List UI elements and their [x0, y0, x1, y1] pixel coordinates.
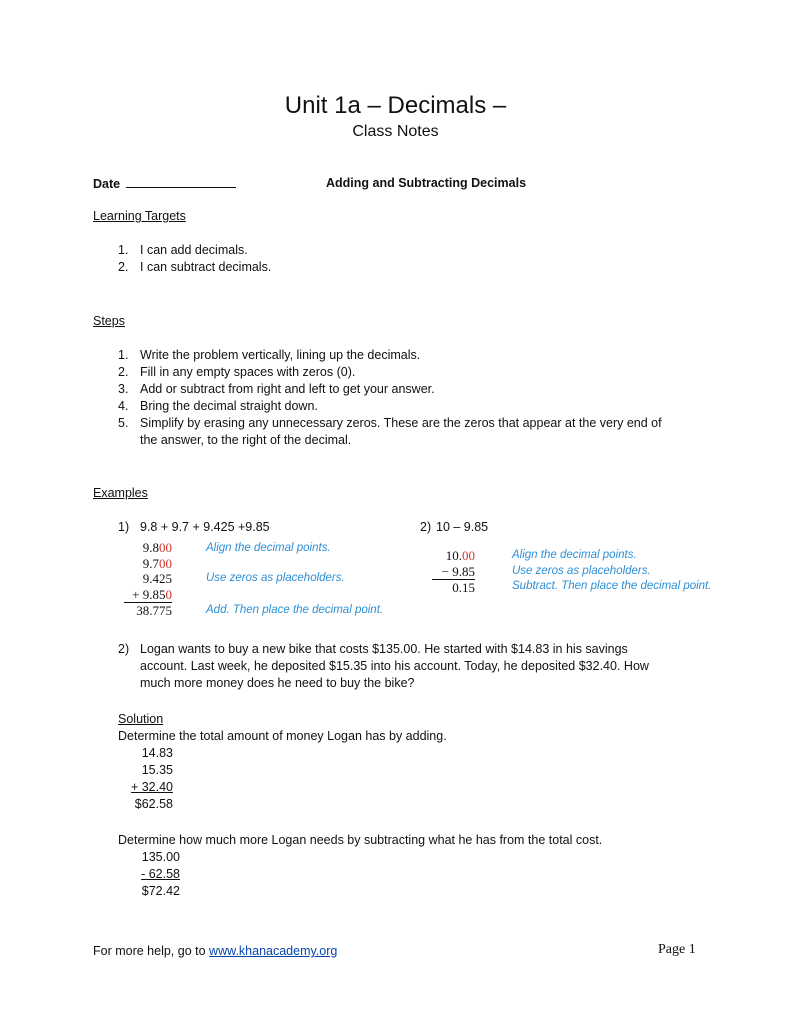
work-answer: 38.775 [136, 603, 172, 618]
steps-heading: Steps [93, 314, 125, 328]
work-line: 9.425 [142, 571, 172, 586]
learning-targets-list [118, 242, 271, 276]
example-1-label: 1) [118, 520, 130, 534]
list-item: 2. Fill in any empty spaces with zeros (0). [118, 365, 356, 379]
solution-step-1: Determine the total amount of money Logan has by adding. [118, 729, 447, 743]
list-item: 1. I can add decimals. [118, 243, 248, 257]
work-line: 14.83 [141, 746, 173, 760]
list-item: 4. Bring the decimal straight down. [118, 399, 318, 413]
examples-heading: Examples [93, 486, 148, 500]
list-item: 1. Write the problem vertically, lining up the decimals. [118, 348, 421, 362]
example-1-note: Add. Then place the decimal point. [206, 604, 384, 616]
work-line: 9.800 [142, 540, 172, 555]
word-problem-label: 2) [118, 642, 130, 656]
addition-work [128, 745, 173, 813]
list-item: 2. I can subtract decimals. [118, 260, 272, 274]
example-2-note: Subtract. Then place the decimal point. [512, 580, 712, 592]
page-subtitle: Class Notes [352, 123, 439, 140]
example-2-problem: 10 – 9.85 [436, 520, 489, 534]
example-2-work [432, 548, 475, 596]
khan-academy-link[interactable]: www.khanacademy.org [209, 944, 338, 958]
work-answer: 0.15 [452, 580, 475, 595]
example-1-note: Align the decimal points. [206, 542, 331, 554]
work-line: 15.35 [141, 763, 173, 777]
steps-list [118, 347, 662, 449]
work-line: + 32.40 [130, 780, 173, 794]
work-line: 9.700 [142, 555, 172, 571]
example-1-note: Use zeros as placeholders. [206, 572, 345, 584]
example-1-problem: 9.8 + 9.7 + 9.425 +9.85 [140, 520, 270, 534]
work-line: − 9.85 [432, 564, 475, 581]
example-2-label: 2) [420, 520, 432, 534]
date-row [93, 175, 236, 193]
subtraction-work [128, 849, 180, 900]
word-problem-text: Logan wants to buy a new bike that costs $135.00. He started with $14.83 in his savings account. Last week, he deposited $15.35 into his account. Today, he deposited $32.40. How much more money does he need to buy the bike? [140, 642, 649, 690]
page-title: Unit 1a – Decimals – [284, 92, 507, 119]
date-label: Date [93, 177, 121, 191]
solution-heading: Solution [118, 712, 164, 726]
work-line: + 9.850 [124, 587, 172, 604]
work-line: - 62.58 [141, 867, 180, 881]
example-1-work [124, 540, 172, 619]
example-2-note: Use zeros as placeholders. [512, 565, 651, 577]
page-number: Page 1 [658, 942, 696, 957]
work-answer: $72.42 [141, 884, 180, 898]
section-title: Adding and Subtracting Decimals [326, 176, 527, 190]
list-item: 3. Add or subtract from right and left to get your answer. [118, 382, 435, 396]
work-line: 10.00 [445, 548, 475, 563]
solution-step-2: Determine how much more Logan needs by subtracting what he has from the total cost. [118, 833, 603, 847]
work-line: 135.00 [141, 850, 180, 864]
example-2-note: Align the decimal points. [512, 549, 637, 561]
work-answer: $62.58 [134, 797, 173, 811]
learning-targets-heading: Learning Targets [93, 209, 186, 223]
footer-help: For more help, go to www.khanacademy.org [93, 944, 338, 958]
date-blank[interactable] [126, 175, 236, 188]
list-item: 5. Simplify by erasing any unnecessary zeros. These are the zeros that appear at the very end of the answer, to the right of the decimal. [118, 416, 662, 447]
